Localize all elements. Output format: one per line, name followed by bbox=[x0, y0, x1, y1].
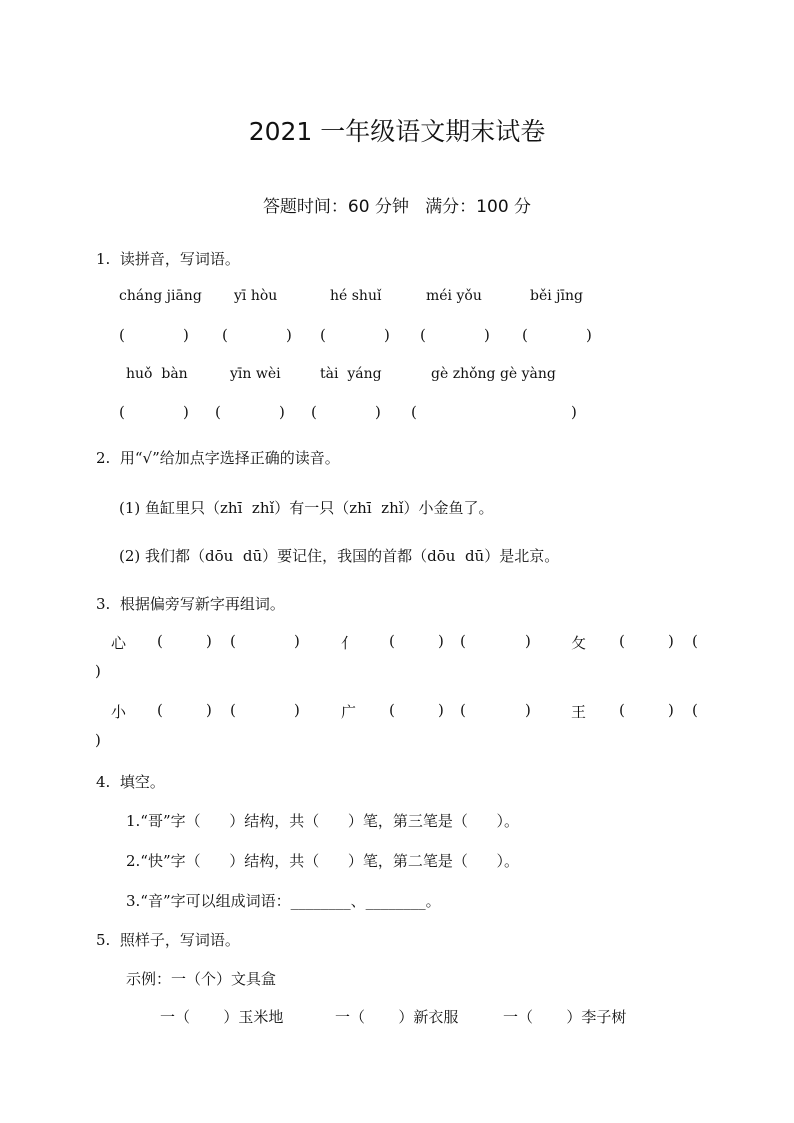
pinyin: cháng jiāng bbox=[119, 288, 202, 304]
page-title: 2021 一年级语文期末试卷 bbox=[248, 117, 546, 146]
answer-blank-close: ) bbox=[286, 326, 292, 344]
answer-blank-open: ( bbox=[692, 632, 698, 650]
answer-blank-close: ) bbox=[525, 701, 531, 719]
answer-blank-open: ( bbox=[619, 632, 625, 650]
answer-blank-open: ( bbox=[215, 403, 221, 421]
question-1-heading: 1. 读拼音，写词语。 bbox=[96, 250, 240, 268]
pinyin: hé shuǐ bbox=[330, 288, 382, 304]
answer-blank-close: ) bbox=[183, 326, 189, 344]
answer-blank-close: ) bbox=[484, 326, 490, 344]
answer-blank-open: ( bbox=[411, 403, 417, 421]
answer-blank-open: ( bbox=[389, 701, 395, 719]
answer-blank-close: ) bbox=[95, 662, 101, 680]
answer-blank-open: ( bbox=[460, 632, 466, 650]
pinyin: huǒ bàn bbox=[126, 366, 188, 382]
pinyin: gè zhǒng gè yàng bbox=[431, 366, 556, 382]
answer-blank-close: ) bbox=[206, 632, 212, 650]
answer-blank-close: ) bbox=[438, 701, 444, 719]
question-2-item: (2) 我们都（dōu dū）要记住，我国的首都（dōu dū）是北京。 bbox=[119, 547, 560, 565]
pinyin: yīn wèi bbox=[230, 366, 281, 382]
answer-blank-close: ) bbox=[438, 632, 444, 650]
answer-blank-open: ( bbox=[119, 403, 125, 421]
radical: 攵 bbox=[571, 634, 587, 652]
radical: 亻 bbox=[341, 634, 357, 652]
answer-blank-close: ) bbox=[586, 326, 592, 344]
question-2-heading: 2. 用“√”给加点字选择正确的读音。 bbox=[96, 449, 340, 467]
answer-blank-open: ( bbox=[320, 326, 326, 344]
answer-blank-open: ( bbox=[311, 403, 317, 421]
answer-blank-close: ) bbox=[571, 403, 577, 421]
fill-item: 一（ ）李子树 bbox=[503, 1008, 627, 1026]
radical: 广 bbox=[341, 703, 357, 721]
answer-blank-open: ( bbox=[460, 701, 466, 719]
answer-blank-open: ( bbox=[157, 701, 163, 719]
answer-blank-close: ) bbox=[525, 632, 531, 650]
radical: 心 bbox=[111, 634, 127, 652]
question-4-item: 1.“哥”字（ ）结构，共（ ）笔，第三笔是（ ）。 bbox=[126, 812, 519, 830]
pinyin: méi yǒu bbox=[426, 288, 482, 304]
pinyin: běi jīng bbox=[530, 288, 583, 304]
answer-blank-close: ) bbox=[183, 403, 189, 421]
answer-blank-close: ) bbox=[668, 701, 674, 719]
fill-item: 一（ ）玉米地 bbox=[160, 1008, 284, 1026]
answer-blank-open: ( bbox=[119, 326, 125, 344]
answer-blank-close: ) bbox=[206, 701, 212, 719]
answer-blank-open: ( bbox=[157, 632, 163, 650]
answer-blank-open: ( bbox=[389, 632, 395, 650]
answer-blank-close: ) bbox=[375, 403, 381, 421]
fill-item: 一（ ）新衣服 bbox=[335, 1008, 459, 1026]
question-2-item: (1) 鱼缸里只（zhī zhǐ）有一只（zhī zhǐ）小金鱼了。 bbox=[119, 499, 494, 517]
answer-blank-open: ( bbox=[230, 632, 236, 650]
question-4-item: 2.“快”字（ ）结构，共（ ）笔，第二笔是（ ）。 bbox=[126, 852, 519, 870]
answer-blank-close: ) bbox=[294, 632, 300, 650]
answer-blank-close: ) bbox=[294, 701, 300, 719]
question-4-heading: 4. 填空。 bbox=[96, 773, 165, 791]
answer-blank-close: ) bbox=[384, 326, 390, 344]
answer-blank-open: ( bbox=[230, 701, 236, 719]
exam-info: 答题时间：60 分钟 满分：100 分 bbox=[262, 197, 532, 217]
answer-blank-open: ( bbox=[619, 701, 625, 719]
radical: 王 bbox=[571, 703, 587, 721]
answer-blank-open: ( bbox=[222, 326, 228, 344]
answer-blank-close: ) bbox=[279, 403, 285, 421]
example-line: 示例：一（个）文具盒 bbox=[126, 970, 277, 988]
answer-blank-open: ( bbox=[522, 326, 528, 344]
answer-blank-open: ( bbox=[692, 701, 698, 719]
question-4-item: 3.“音”字可以组成词语：________、________。 bbox=[126, 892, 441, 910]
question-3-heading: 3. 根据偏旁写新字再组词。 bbox=[96, 595, 285, 613]
pinyin: yī hòu bbox=[234, 288, 278, 304]
pinyin: tài yáng bbox=[320, 366, 382, 382]
answer-blank-close: ) bbox=[95, 731, 101, 749]
answer-blank-open: ( bbox=[420, 326, 426, 344]
radical: 小 bbox=[111, 703, 127, 721]
question-5-heading: 5. 照样子，写词语。 bbox=[96, 931, 240, 949]
answer-blank-close: ) bbox=[668, 632, 674, 650]
